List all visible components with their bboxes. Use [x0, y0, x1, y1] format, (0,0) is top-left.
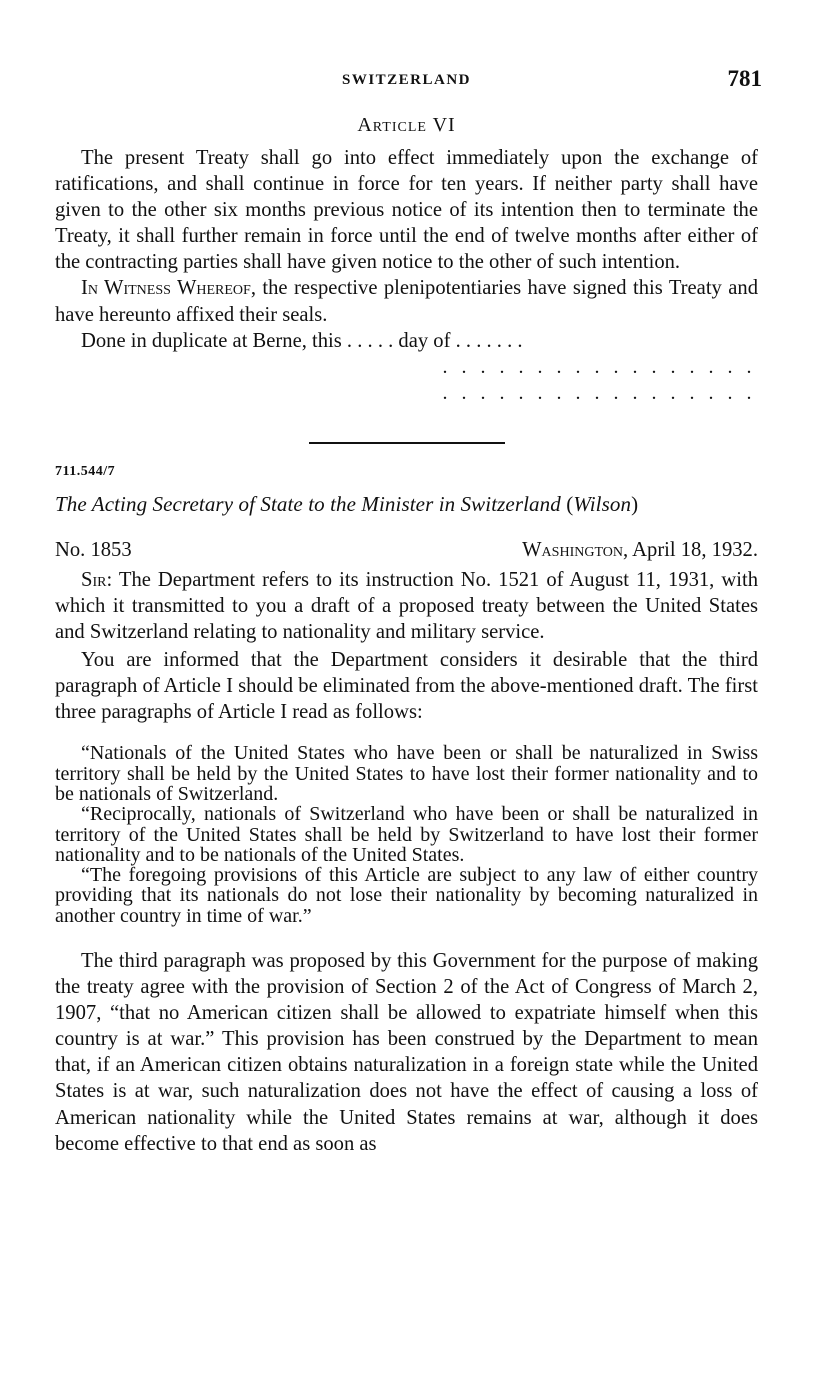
quoted-paragraph: “Nationals of the United States who have been or shall be naturalized in Swiss territory shall be held by the United States to have lost their former nationality and to be nationals of Switzerland.	[55, 742, 758, 805]
salutation-text: : The Department refers to its instruction No. 1521 of August 11, 1931, with which it transmitted to you a draft of a proposed treaty between the United States and Switzerland relating to nationality and military service.	[55, 568, 758, 643]
body-paragraph: You are informed that the Department considers it desirable that the third paragraph of Article I should be eliminated from the above-mentioned draft. The first three paragraphs of Article I read as follows:	[55, 649, 758, 724]
signature-line: . . . . . . . . . . . . . . . . .	[442, 381, 756, 404]
article-paragraph: The present Treaty shall go into effect immediately upon the exchange of ratifications, and shall continue in force for ten years. If neither party shall have given to the other six months previous notice of its intention then to terminate the Treaty, it shall further remain in force until the end of twelve months after either of the contracting parties shall have given notice to the other of such intention.	[55, 147, 758, 274]
witness-text: , the respective plenipotentiaries have signed this Treaty and have hereunto affixed their seals.	[55, 277, 758, 326]
document-title	[55, 492, 758, 517]
done-line: Done in duplicate at Berne, this . . . . . day of . . . . . . .	[81, 329, 523, 352]
article-heading: Article VI	[357, 114, 456, 136]
file-number: 711.544/7	[55, 463, 116, 479]
witness-paragraph	[55, 275, 758, 327]
salutation-lead: Sir	[81, 568, 107, 591]
signature-line: . . . . . . . . . . . . . . . . .	[442, 355, 756, 378]
body-paragraph: The third paragraph was proposed by this Government for the purpose of making the treaty agree with the provision of Section 2 of the Act of Congress of March 2, 1907, “that no American citizen shall be allowed to expatriate himself when this country is at war.” This provision has been construed by the Department to mean that, if an American citizen obtains naturalization in a foreign state while the United States is at war, such naturalization does not have the effect of causing a loss of American nationality while the United States remains at war, although it does become effective to that end as soon as	[55, 949, 758, 1155]
page-number: 781	[727, 66, 762, 91]
dateline	[55, 539, 758, 567]
quoted-article	[55, 743, 758, 926]
document-title-text: The Acting Secretary of State to the Minister in Switzerland	[55, 491, 561, 516]
witness-lead: In Witness Whereof	[81, 277, 251, 300]
document-title-recipient: (Wilson)	[566, 491, 639, 516]
dateline-place: Washington	[522, 538, 623, 561]
quoted-paragraph: “The foregoing provisions of this Article are subject to any law of either country providing that its nationals do not lose their nationality by becoming naturalized in another country in time of war.”	[55, 864, 758, 927]
dateline-date: , April 18, 1932.	[622, 538, 758, 561]
quoted-paragraph: “Reciprocally, nationals of Switzerland who have been or shall be naturalized in territory of the United States shall be held by Switzerland to have lost their former nationality and to be nationals of the United States.	[55, 803, 758, 866]
instruction-number: No. 1853	[55, 538, 132, 561]
recipient-name: Wilson	[573, 491, 632, 516]
running-head	[55, 66, 762, 102]
section-divider	[309, 442, 505, 444]
place-and-date	[522, 539, 758, 562]
salutation-paragraph	[55, 567, 758, 645]
running-title: SWITZERLAND	[341, 72, 472, 88]
document-page	[55, 66, 762, 1157]
